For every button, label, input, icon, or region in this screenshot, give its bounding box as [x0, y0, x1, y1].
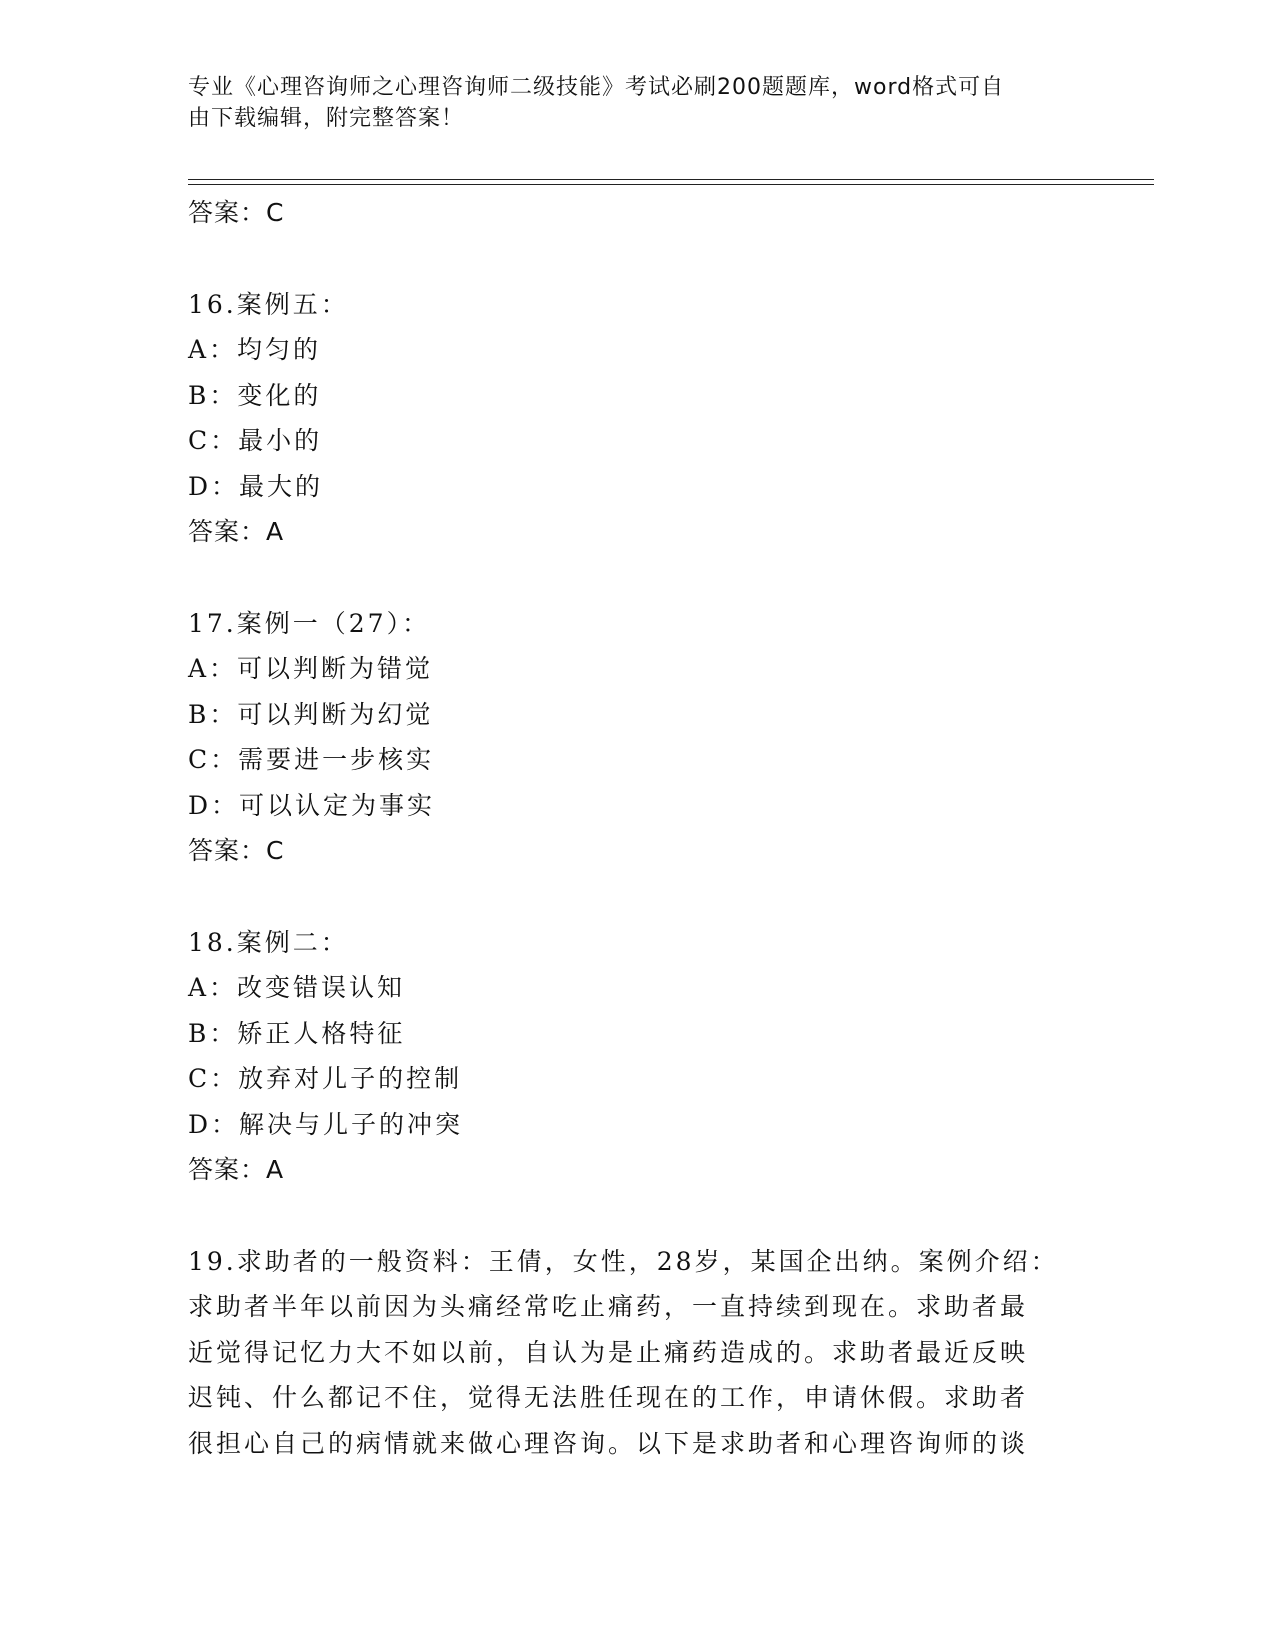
- question-19-line-3: 近觉得记忆力大不如以前，自认为是止痛药造成的。求助者最近反映: [188, 1337, 1029, 1367]
- option-d: D：解决与儿子的冲突: [188, 1109, 464, 1139]
- answer: 答案：A: [188, 1155, 285, 1184]
- question-stem: 18.案例二：: [188, 927, 349, 957]
- spacer: [188, 874, 1068, 920]
- option-a: A：可以判断为错觉: [188, 654, 434, 683]
- document-header: [188, 72, 1068, 134]
- answer: 答案：C: [188, 836, 285, 865]
- previous-answer: 答案：C: [188, 198, 285, 227]
- question-16: [188, 282, 1068, 555]
- option-c: C：需要进一步核实: [188, 745, 435, 774]
- option-b: B：矫正人格特征: [188, 1018, 406, 1048]
- option-b: B：变化的: [188, 380, 322, 410]
- header-divider-top: [188, 179, 1154, 180]
- option-a: A：均匀的: [188, 335, 322, 364]
- question-18: [188, 920, 1068, 1193]
- answer: 答案：A: [188, 517, 285, 546]
- option-c: C：放弃对儿子的控制: [188, 1064, 463, 1093]
- option-b: B：可以判断为幻觉: [188, 699, 434, 729]
- question-19-line-5: 很担心自己的病情就来做心理咨询。以下是求助者和心理咨询师的谈: [188, 1428, 1029, 1458]
- spacer: [188, 1193, 1068, 1239]
- question-stem: 17.案例一（27）：: [188, 608, 431, 638]
- question-19-line-2: 求助者半年以前因为头痛经常吃止痛药，一直持续到现在。求助者最: [188, 1292, 1029, 1321]
- header-divider-bottom: [188, 184, 1154, 185]
- document-body: [188, 190, 1068, 1466]
- spacer: [188, 236, 1068, 282]
- option-c: C：最小的: [188, 426, 323, 455]
- option-a: A：改变错误认知: [188, 973, 406, 1002]
- question-17: [188, 601, 1068, 874]
- spacer: [188, 555, 1068, 601]
- question-19: [188, 1239, 1068, 1467]
- question-stem: 16.案例五：: [188, 289, 349, 319]
- header-line-2: 由下载编辑，附完整答案！: [188, 106, 465, 131]
- header-line-1: 专业《心理咨询师之心理咨询师二级技能》考试必刷200题题库，word格式可自: [188, 75, 1005, 100]
- question-19-line-1: 19.求助者的一般资料：王倩，女性，28岁，某国企出纳。案例介绍：: [188, 1246, 1059, 1276]
- question-19-line-4: 迟钝、什么都记不住，觉得无法胜任现在的工作，申请休假。求助者: [188, 1383, 1029, 1412]
- option-d: D：可以认定为事实: [188, 790, 436, 820]
- option-d: D：最大的: [188, 471, 324, 501]
